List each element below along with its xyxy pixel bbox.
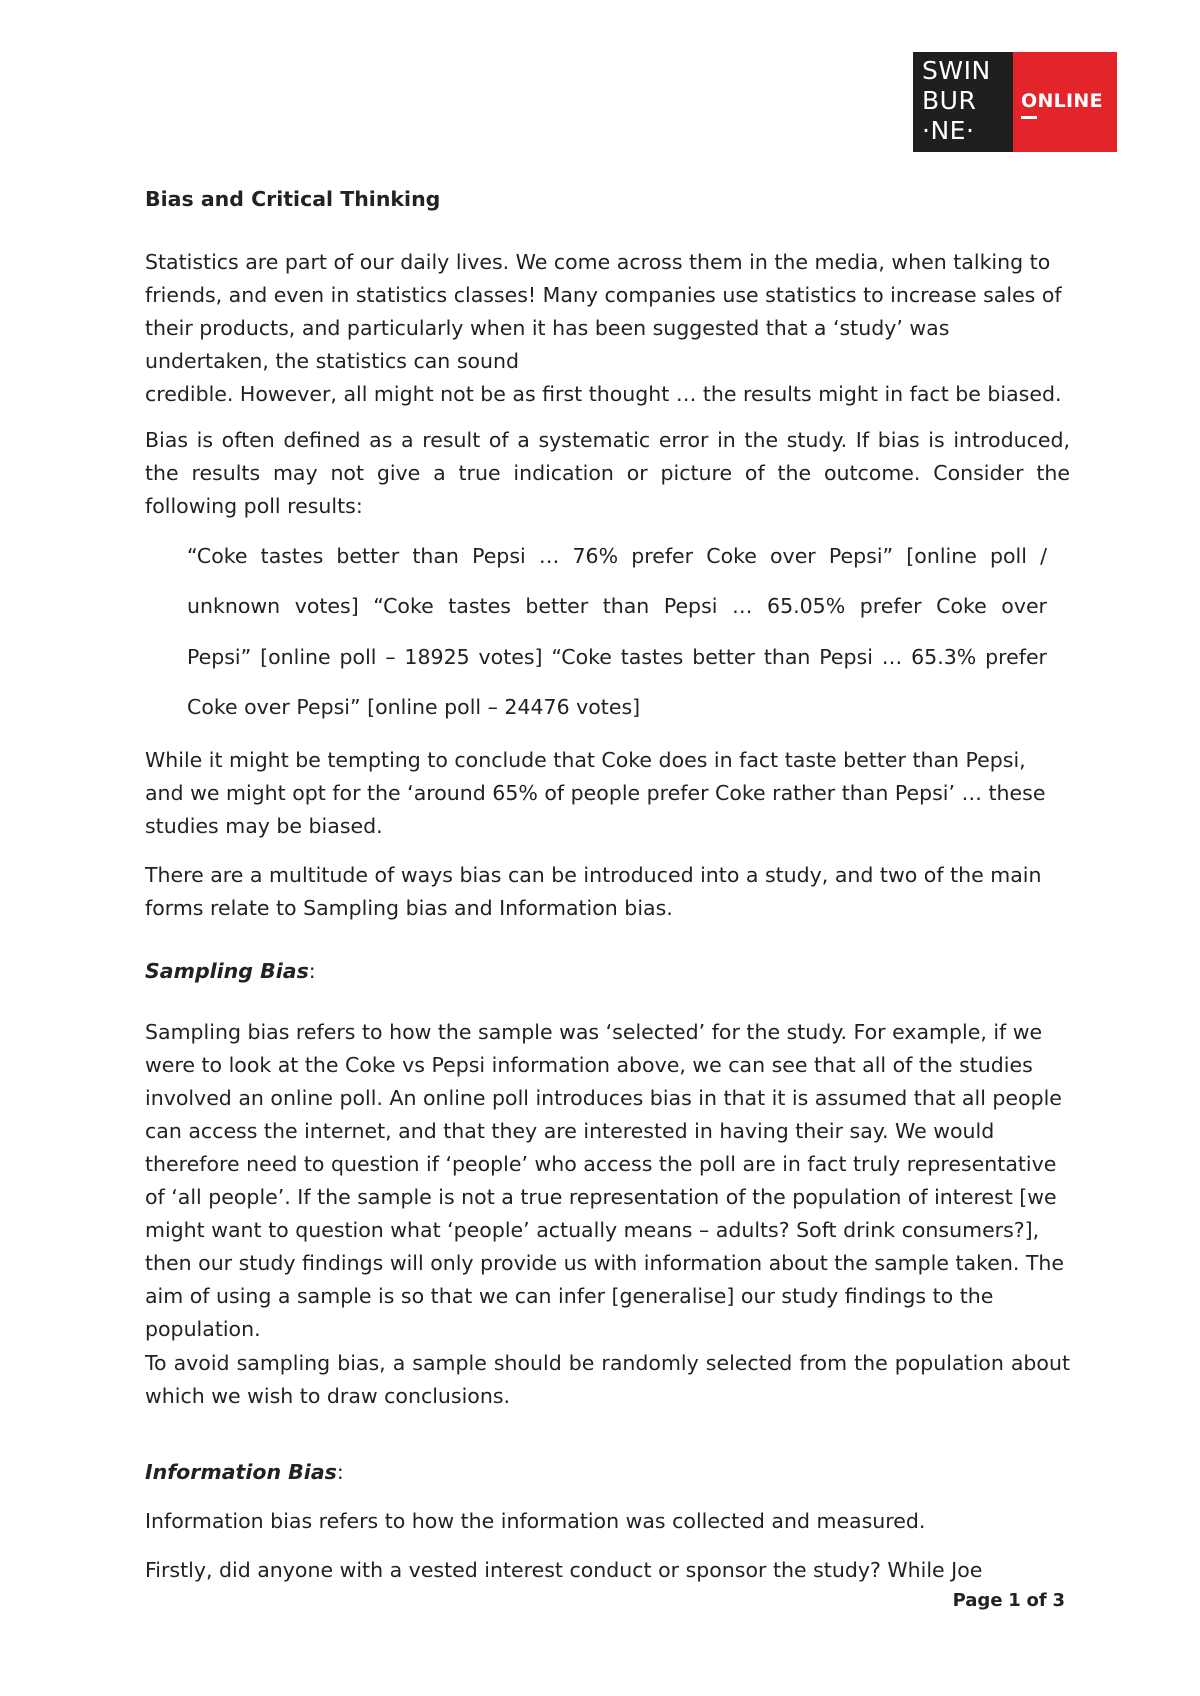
swinburne-online-logo [913, 52, 1117, 152]
intro-line: friends, and even in statistics classes! Many companies use statistics to increase sales of [145, 283, 1062, 307]
intro-line: credible. However, all might not be as first thought … the results might in fact be biased. [145, 382, 1062, 406]
footer-page-word: Page [952, 1590, 1003, 1611]
avoid-sampling-bias-paragraph: To avoid sampling bias, a sample should be randomly selected from the population about which we wish to draw conclusions. [145, 1351, 1070, 1408]
information-heading-text: Information Bias [145, 1460, 337, 1484]
sampling-bias-heading [145, 955, 1070, 988]
logo-online-word: ONLINE [1021, 90, 1103, 112]
vested-interest-paragraph: Firstly, did anyone with a vested interest conduct or sponsor the study? While Joe [145, 1558, 983, 1582]
bias-definition-paragraph: Bias is often defined as a result of a systematic error in the study. If bias is introduced, the results may not give a true indication or picture of the outcome. Consider the following poll results: [145, 428, 1070, 518]
intro-line: undertaken, the statistics can sound [145, 349, 520, 373]
conclusion-paragraph: While it might be tempting to conclude that Coke does in fact taste better than Pepsi, and we might opt for the ‘around 65% of people prefer Coke rather than Pepsi’ … these studies may be biased. [145, 748, 1046, 838]
logo-line-2: BUR [922, 86, 977, 115]
poll-quote-line: Pepsi” [online poll – 18925 votes] “Coke tastes better than Pepsi … 65.3% prefer [187, 645, 1047, 669]
logo-black-block [913, 52, 1013, 152]
page-footer [920, 1590, 1065, 1611]
poll-quote-line: Coke over Pepsi” [online poll – 24476 votes] [187, 695, 641, 719]
logo-underline-dash [1021, 116, 1037, 119]
sampling-heading-colon: : [308, 959, 316, 983]
information-bias-heading [145, 1456, 1070, 1489]
logo-line-1: SWIN [922, 56, 991, 85]
forms-of-bias-paragraph: There are a multitude of ways bias can be introduced into a study, and two of the main forms relate to Sampling bias and Information bias. [145, 863, 1042, 920]
poll-quote-line: “Coke tastes better than Pepsi … 76% prefer Coke over Pepsi” [online poll / [187, 544, 1047, 568]
footer-total-pages: 3 [1052, 1590, 1065, 1611]
sampling-bias-paragraph: Sampling bias refers to how the sample was ‘selected’ for the study. For example, if we were to look at the Coke vs Pepsi information above, we can see that all of the studies involved an online poll. An online poll introduces bias in that it is assumed that all people can access the internet, and that they are interested in having their say. We would therefore need to question if ‘people’ who access the poll are in fact truly representative of ‘all people’. If the sample is not a true representation of the population of interest [we might want to question what ‘people’ actually means – adults? Soft drink consumers?], then our study findings will only provide us with information about the sample taken. The aim of using a sample is so that we can infer [generalise] our study findings to the population. [145, 1020, 1064, 1341]
intro-paragraph [145, 246, 1070, 411]
information-heading-colon: : [336, 1460, 344, 1484]
intro-line: Statistics are part of our daily lives. We come across them in the media, when talking to [145, 250, 1051, 274]
footer-of-word: of [1026, 1590, 1047, 1611]
logo-line-3: ·NE· [922, 116, 975, 145]
sampling-heading-text: Sampling Bias [145, 959, 309, 983]
document-title: Bias and Critical Thinking [145, 187, 441, 211]
intro-line: their products, and particularly when it has been suggested that a ‘study’ was [145, 316, 950, 340]
footer-page-number: 1 [1008, 1590, 1021, 1611]
poll-quote-line: unknown votes] “Coke tastes better than Pepsi … 65.05% prefer Coke over [187, 594, 1047, 618]
information-bias-paragraph: Information bias refers to how the information was collected and measured. [145, 1509, 926, 1533]
logo-red-block [1013, 52, 1117, 152]
